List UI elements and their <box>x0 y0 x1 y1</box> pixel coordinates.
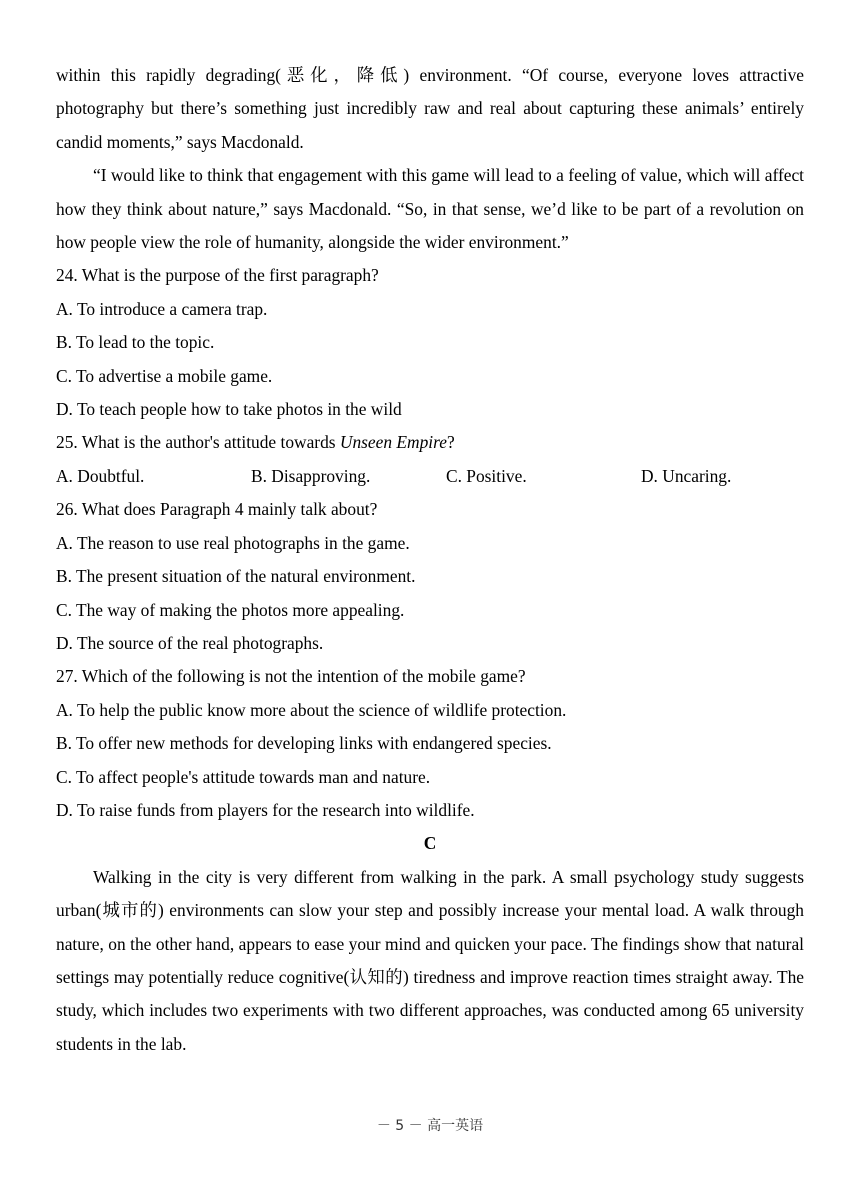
passage-b-last-paragraph: “I would like to think that engagement with this game will lead to a feeling of value, which will affect how they think about nature,” says Macdonald. “So, in that sense, we’d like to be part of a revolution on how people view the role of humanity, alongside the wider environment.” <box>56 165 804 253</box>
question-stem: 26. What does Paragraph 4 mainly talk about? <box>56 499 378 520</box>
option-b: B. Disapproving. <box>251 465 371 486</box>
option-a: A. To introduce a camera trap. <box>56 298 268 319</box>
question-stem-text: 25. What is the author's attitude towards <box>56 432 340 453</box>
option-d: D. To raise funds from players for the research into wildlife. <box>56 799 475 820</box>
option-d: D. The source of the real photographs. <box>56 632 324 653</box>
option-c: C. To affect people's attitude towards man and nature. <box>56 766 431 787</box>
question-26 <box>56 493 804 660</box>
option-c: C. To advertise a mobile game. <box>56 365 273 386</box>
option-b: B. To offer new methods for developing links with endangered species. <box>56 733 552 754</box>
passage-b-paragraph-end: within this rapidly degrading(恶化，降低) environment. “Of course, everyone loves attractive photography but there’s something just incredibly raw and real about capturing these animals’ entirely candid moments,” says Macdonald. <box>56 65 804 152</box>
question-stem: 24. What is the purpose of the first paragraph? <box>56 265 379 286</box>
option-c: C. Positive. <box>446 465 527 486</box>
question-24 <box>56 259 804 426</box>
option-b: B. The present situation of the natural environment. <box>56 566 416 587</box>
section-c-paragraph: Walking in the city is very different from walking in the park. A small psychology study suggests urban(城市的) environments can slow your step and possibly increase your mental load. A walk through nature, on the other hand, appears to ease your mind and quicken your pace. The findings show that natural settings may potentially reduce cognitive(认知的) tiredness and improve reaction times straight away. The study, which includes two experiments with two different approaches, was conducted among 65 university students in the lab. <box>56 866 804 1054</box>
option-a: A. To help the public know more about the science of wildlife protection. <box>56 699 567 720</box>
question-stem <box>56 426 804 459</box>
options-row <box>56 460 804 493</box>
question-25 <box>56 426 804 493</box>
option-a: A. The reason to use real photographs in the game. <box>56 532 410 553</box>
section-heading: C <box>423 833 437 854</box>
option-d: D. To teach people how to take photos in the wild <box>56 399 402 420</box>
option-b: B. To lead to the topic. <box>56 332 215 353</box>
option-c: C. The way of making the photos more appealing. <box>56 599 405 620</box>
question-mark: ? <box>446 432 455 453</box>
option-d: D. Uncaring. <box>641 465 732 486</box>
game-title: Unseen Empire <box>339 432 447 453</box>
page-content <box>56 59 804 1061</box>
question-stem: 27. Which of the following is not the intention of the mobile game? <box>56 666 526 687</box>
option-a: A. Doubtful. <box>56 465 145 486</box>
question-27 <box>56 660 804 827</box>
page-footer: － 5 － 高一英语 <box>376 1118 484 1134</box>
